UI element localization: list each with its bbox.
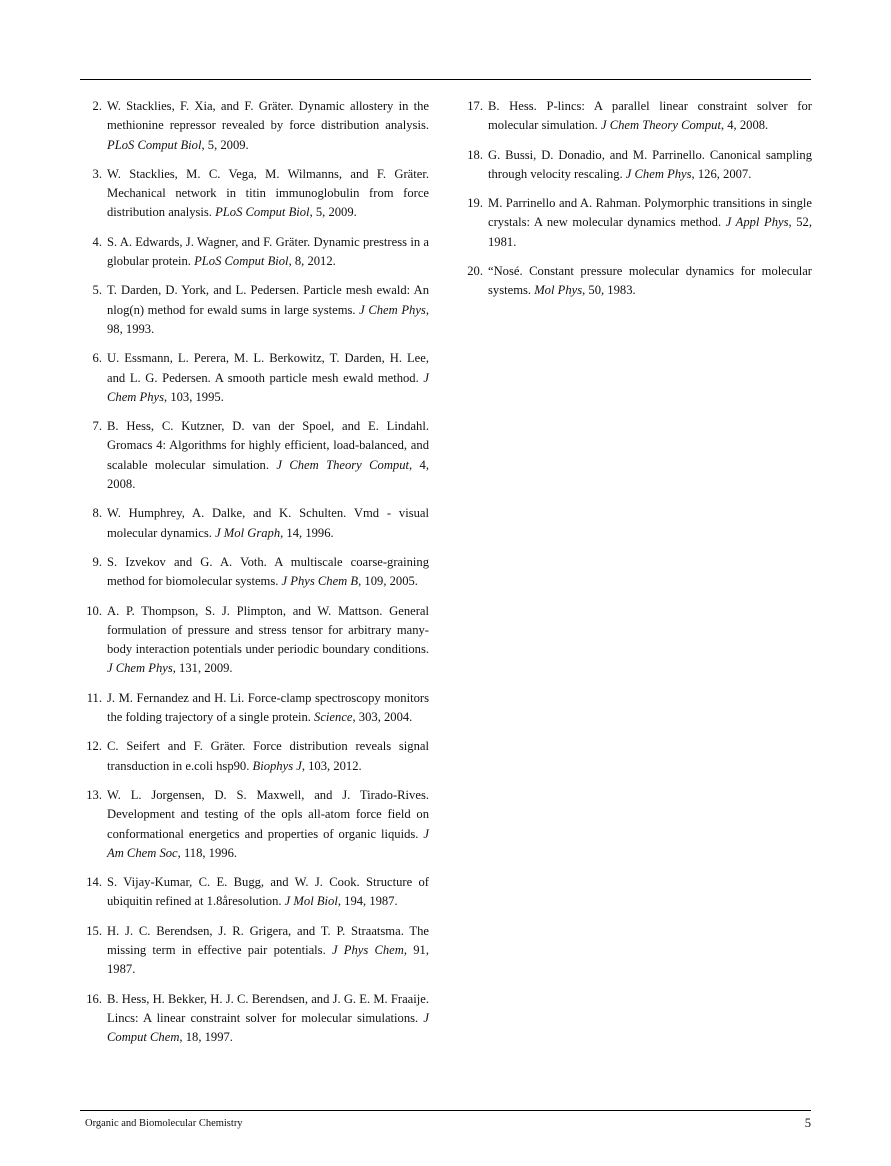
- header-rule: [80, 79, 811, 80]
- reference-journal: PLoS Comput Biol: [107, 137, 202, 152]
- reference-volume-year: , 103, 2012.: [301, 758, 362, 773]
- reference-item: [461, 146, 812, 185]
- reference-journal: J Mol Graph: [215, 525, 281, 540]
- reference-text: [102, 922, 429, 980]
- reference-text: [483, 262, 812, 301]
- reference-item: [80, 504, 429, 543]
- reference-authors-title: “Nosé. Constant pressure molecular dynamics for molecular systems.: [488, 264, 812, 298]
- reference-number: 20.: [467, 264, 483, 279]
- reference-authors-title: A. P. Thompson, S. J. Plimpton, and W. Mattson. General formulation of pressure and stress tensor for arbitrary many-body interaction potentials under periodic boundary conditions.: [107, 603, 429, 657]
- reference-number: 5.: [92, 283, 102, 298]
- reference-authors-title: B. Hess, C. Kutzner, D. van der Spoel, and E. Lindahl. Gromacs 4: Algorithms for highly efficient, load-balanced, and scalable molecular simulation.: [107, 419, 429, 472]
- reference-volume-year: , 98, 1993.: [107, 302, 429, 336]
- references-column-right: [461, 97, 812, 311]
- reference-journal: J Mol Biol: [284, 894, 338, 909]
- reference-authors-title: W. Stacklies, F. Xia, and F. Gräter. Dynamic allostery in the methionine repressor revealed by force distribution analysis.: [107, 99, 429, 133]
- reference-text: [102, 97, 429, 155]
- reference-item: [80, 689, 429, 728]
- reference-number: 16.: [86, 991, 102, 1006]
- reference-journal: J Chem Phys: [107, 370, 429, 404]
- references-column-left: [80, 97, 429, 1057]
- reference-item: [80, 165, 429, 223]
- reference-item: [80, 97, 429, 155]
- footer-rule: [80, 1110, 811, 1111]
- reference-authors-title: C. Seifert and F. Gräter. Force distribution reveals signal transduction in e.coli hsp90.: [107, 739, 429, 773]
- reference-journal: Mol Phys: [534, 283, 583, 298]
- reference-volume-year: , 5, 2009.: [309, 205, 357, 220]
- reference-volume-year: , 91, 1987.: [107, 942, 429, 977]
- reference-item: [80, 922, 429, 980]
- reference-journal: J Chem Theory Comput: [276, 457, 410, 472]
- reference-authors-title: T. Darden, D. York, and L. Pedersen. Particle mesh ewald: An nlog(n) method for ewald sums in large systems.: [107, 283, 429, 317]
- reference-volume-year: , 14, 1996.: [280, 525, 334, 540]
- reference-journal: J Phys Chem B: [281, 574, 359, 589]
- reference-authors-title: U. Essmann, L. Perera, M. L. Berkowitz, T. Darden, H. Lee, and L. G. Pedersen. A smooth particle mesh ewald method.: [107, 351, 429, 385]
- reference-journal: PLoS Comput Biol: [215, 205, 310, 220]
- reference-number: 7.: [92, 419, 102, 434]
- reference-authors-title: W. Humphrey, A. Dalke, and K. Schulten. Vmd - visual molecular dynamics.: [107, 506, 429, 540]
- footer-journal-name: Organic and Biomolecular Chemistry: [85, 1118, 243, 1129]
- reference-item: [80, 349, 429, 407]
- reference-volume-year: , 52, 1981.: [488, 215, 812, 249]
- reference-number: 15.: [86, 923, 102, 938]
- reference-journal: Biophys J: [252, 758, 302, 773]
- reference-authors-title: W. Stacklies, M. C. Vega, M. Wilmanns, and F. Gräter. Mechanical network in titin immunoglobulin from force distribution analysis.: [107, 166, 429, 220]
- reference-number: 6.: [92, 351, 102, 366]
- reference-item: [80, 281, 429, 339]
- reference-journal: J Phys Chem: [331, 942, 404, 957]
- reference-text: [102, 281, 429, 339]
- reference-item: [80, 417, 429, 494]
- reference-item: [80, 602, 429, 679]
- reference-item: [80, 873, 429, 912]
- reference-item: [80, 786, 429, 863]
- reference-volume-year: , 4, 2008.: [720, 118, 769, 133]
- reference-volume-year: , 8, 2012.: [288, 254, 336, 269]
- reference-authors-title: S. Vijay-Kumar, C. E. Bugg, and W. J. Cook. Structure of ubiquitin refined at 1.8åresolution.: [107, 875, 429, 909]
- reference-number: 2.: [92, 99, 102, 113]
- reference-number: 14.: [86, 875, 102, 890]
- reference-number: 3.: [92, 166, 102, 181]
- reference-text: [483, 194, 812, 252]
- reference-text: [102, 990, 429, 1048]
- reference-authors-title: B. Hess. P-lincs: A parallel linear constraint solver for molecular simulation.: [488, 99, 812, 133]
- reference-text: [102, 165, 429, 223]
- reference-volume-year: , 126, 2007.: [691, 166, 752, 181]
- reference-authors-title: G. Bussi, D. Donadio, and M. Parrinello. Canonical sampling through velocity rescaling.: [488, 147, 812, 181]
- reference-number: 9.: [92, 554, 102, 569]
- reference-volume-year: , 50, 1983.: [582, 283, 636, 298]
- reference-text: [102, 873, 429, 912]
- reference-text: [102, 786, 429, 863]
- reference-authors-title: W. L. Jorgensen, D. S. Maxwell, and J. Tirado-Rives. Development and testing of the opls all-atom force field on conformational energetics and properties of organic liquids.: [107, 787, 429, 841]
- reference-item: [461, 97, 812, 136]
- reference-journal: J Comput Chem: [107, 1010, 429, 1045]
- reference-volume-year: , 109, 2005.: [358, 574, 418, 589]
- reference-journal: J Appl Phys: [725, 215, 789, 230]
- reference-volume-year: , 131, 2009.: [172, 661, 233, 676]
- reference-text: [102, 233, 429, 272]
- reference-number: 11.: [86, 690, 102, 705]
- reference-text: [102, 553, 429, 592]
- reference-journal: J Chem Theory Comput: [600, 118, 721, 133]
- reference-volume-year: , 18, 1997.: [179, 1030, 233, 1045]
- reference-journal: PLoS Comput Biol: [194, 254, 289, 269]
- reference-authors-title: M. Parrinello and A. Rahman. Polymorphic transitions in single crystals: A new molecular dynamics method.: [488, 196, 812, 230]
- reference-volume-year: , 303, 2004.: [352, 710, 413, 725]
- page-number: 5: [804, 1116, 811, 1130]
- reference-text: [102, 417, 429, 494]
- reference-journal: Science: [314, 710, 353, 725]
- reference-authors-title: H. J. C. Berendsen, J. R. Grigera, and T. P. Straatsma. The missing term in effective pair potentials.: [107, 923, 429, 957]
- reference-volume-year: , 118, 1996.: [177, 845, 238, 860]
- reference-number: 18.: [467, 147, 483, 162]
- reference-authors-title: J. M. Fernandez and H. Li. Force-clamp spectroscopy monitors the folding trajectory of a single protein.: [107, 690, 429, 725]
- reference-text: [102, 349, 429, 407]
- reference-journal: J Am Chem Soc: [107, 826, 429, 860]
- reference-text: [102, 504, 429, 543]
- reference-item: [80, 233, 429, 272]
- reference-number: 10.: [86, 603, 102, 618]
- reference-volume-year: , 194, 1987.: [337, 894, 398, 909]
- reference-text: [483, 97, 812, 136]
- reference-journal: J Chem Phys: [625, 166, 692, 181]
- reference-item: [461, 262, 812, 301]
- reference-volume-year: , 4, 2008.: [107, 457, 430, 492]
- reference-number: 17.: [467, 99, 483, 113]
- reference-journal: J Chem Phys: [359, 302, 426, 317]
- reference-volume-year: , 103, 1995.: [164, 389, 224, 404]
- reference-text: [102, 602, 429, 679]
- reference-volume-year: , 5, 2009.: [201, 137, 249, 152]
- reference-number: 12.: [86, 739, 102, 754]
- reference-journal: J Chem Phys: [107, 661, 173, 676]
- reference-number: 4.: [92, 234, 102, 249]
- reference-item: [80, 990, 429, 1048]
- reference-number: 19.: [467, 196, 483, 211]
- reference-authors-title: S. A. Edwards, J. Wagner, and F. Gräter. Dynamic prestress in a globular protein.: [107, 234, 429, 269]
- reference-text: [102, 737, 429, 776]
- reference-number: 13.: [86, 787, 102, 802]
- reference-item: [80, 737, 429, 776]
- reference-number: 8.: [92, 506, 102, 521]
- reference-text: [483, 146, 812, 185]
- reference-text: [102, 689, 429, 728]
- reference-authors-title: S. Izvekov and G. A. Voth. A multiscale coarse-graining method for biomolecular systems.: [107, 554, 429, 589]
- reference-authors-title: B. Hess, H. Bekker, H. J. C. Berendsen, and J. G. E. M. Fraaije. Lincs: A linear constraint solver for molecular simulations.: [107, 991, 429, 1025]
- reference-item: [80, 553, 429, 592]
- reference-item: [461, 194, 812, 252]
